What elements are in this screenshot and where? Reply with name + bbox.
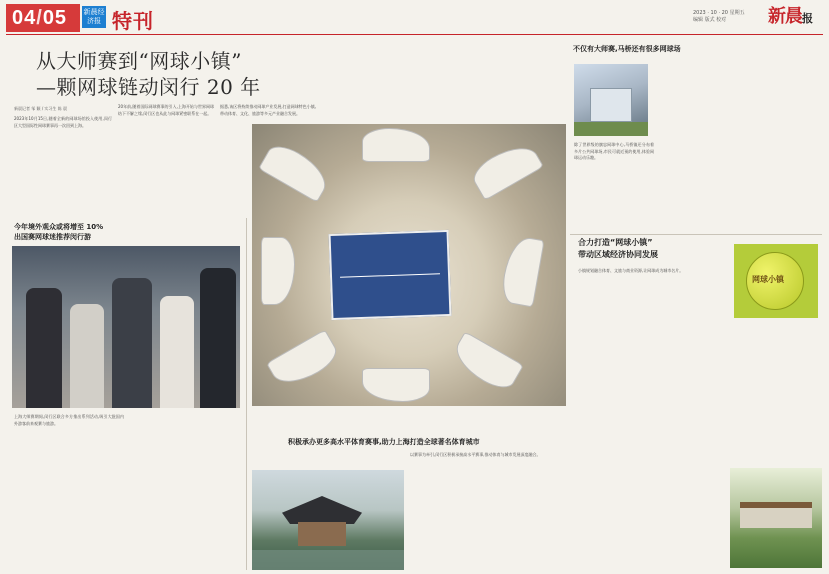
lead-paragraph: 据悉,该区将持续推动网球产业发展,打造网球特色小镇,带动体育、文化、旅游等多元产业融合发展。	[220, 104, 316, 116]
stadium-petal	[468, 137, 544, 200]
right-section-body-col2	[734, 324, 820, 464]
building-block	[590, 88, 632, 122]
person-figure	[160, 296, 194, 408]
left-section-body: 上海大师赛期间,闵行区联合多方推出系列活动,吸引大批国内外游客前来观赛与旅游。	[14, 414, 124, 426]
lead-headline-line2: —颗网球链动闵行 20 年	[36, 75, 261, 99]
left-headline-line2: 出国赛网球迷推荐闵行游	[14, 233, 91, 241]
bottom-section-body-col2	[568, 452, 724, 570]
mid-section-body: 除了世界级的旗忠网球中心,马桥镇还分布着多片公共网球场,市民可就近预约使用,体验网球运动乐趣。	[574, 142, 654, 160]
stadium-petal	[261, 237, 295, 305]
column-rule	[246, 218, 247, 570]
right-section-body: 小镇规划融合体育、文旅与商业资源,让网球成为城市名片。	[578, 268, 684, 273]
lead-byline: 新晨记者 邹 颖 / 实习生 陈 晨	[14, 106, 67, 111]
golf-course-photo	[730, 468, 822, 568]
left-section-body-col1	[14, 414, 124, 570]
brand-logo: 新晨经济报	[82, 6, 106, 28]
stadium-petal	[448, 331, 524, 394]
tennis-ball-photo	[734, 244, 818, 318]
stadium-petal	[499, 235, 544, 308]
lead-paragraph: 2023年10月15日,随着全新的网球场馆投入使用,闵行区大型国际性网球赛事再一次回到上海。	[14, 116, 112, 128]
lead-body-col1	[14, 116, 112, 212]
paper-logo-main: 新晨	[768, 6, 802, 27]
page-number-badge	[6, 4, 80, 32]
person-figure	[112, 278, 152, 408]
right-section-body-col1	[578, 268, 726, 428]
date-info	[693, 10, 745, 24]
ball-caption: 网球小镇	[752, 275, 784, 284]
editor-line: 编辑 版式 校对	[693, 17, 727, 23]
paper-logo	[768, 2, 812, 28]
stadium-petal	[362, 368, 430, 402]
right-section-headline	[578, 237, 658, 261]
paper-logo-suffix: 报	[802, 12, 812, 25]
mid-section-headline: 不仅有大师赛,马桥还有很多网球场	[573, 45, 681, 53]
court-net-line	[340, 273, 440, 277]
garden-pavilion-photo	[252, 470, 404, 570]
left-headline-line1: 今年境外观众或将增至 10%	[14, 223, 104, 231]
section-rule	[570, 234, 822, 235]
bottom-section-body-col1	[410, 452, 562, 570]
page-number-right: 05	[42, 7, 68, 29]
left-section-body-col2	[130, 414, 240, 570]
right-headline-line1: 合力打造“网球小镇”	[578, 238, 653, 247]
person-figure	[26, 288, 62, 408]
person-figure	[70, 304, 104, 408]
page-number-left: 04	[12, 7, 37, 29]
bottom-section-headline: 积极承办更多高水平体育赛事,助力上海打造全球著名体育城市	[288, 438, 480, 446]
pavilion-roof	[282, 496, 362, 524]
stadium-petal	[258, 139, 334, 202]
mid-section-body-col2	[656, 44, 732, 232]
left-section-headline	[14, 222, 103, 242]
center-court	[329, 230, 452, 320]
date-line: 2023 · 10 · 20 星期五	[693, 10, 745, 16]
stadium-petal	[266, 329, 342, 392]
page-number-slash: /	[36, 7, 43, 29]
lead-headline	[36, 48, 261, 100]
lawn	[574, 122, 648, 136]
tennis-center-building-photo	[574, 64, 648, 136]
right-headline-line2: 带动区域经济协同发展	[578, 250, 658, 259]
pavilion-body	[298, 522, 346, 546]
header-rule	[6, 34, 823, 35]
spectators-photo	[12, 246, 240, 408]
page-header	[0, 0, 829, 40]
lead-headline-line1: 从大师赛到“网球小镇”	[36, 49, 242, 73]
lead-body-col2	[118, 104, 214, 170]
person-figure	[200, 268, 236, 408]
clubhouse	[740, 502, 812, 528]
pond	[252, 550, 404, 570]
bottom-section-body: 以赛事为牵引,闵行区积极承接高水平赛事,推动体育与城市发展深度融合。	[410, 452, 541, 457]
mid-section-body-col1	[574, 142, 654, 232]
lead-paragraph: 20年前,随着国际网球赛事的引入,上海开始与世界网球结下不解之缘,闵行区也从此与网球紧密联系在一起。	[118, 104, 214, 116]
stadium-petal	[362, 128, 430, 162]
section-title: 特刊	[112, 9, 154, 33]
mid-section-body-col3	[740, 44, 820, 236]
